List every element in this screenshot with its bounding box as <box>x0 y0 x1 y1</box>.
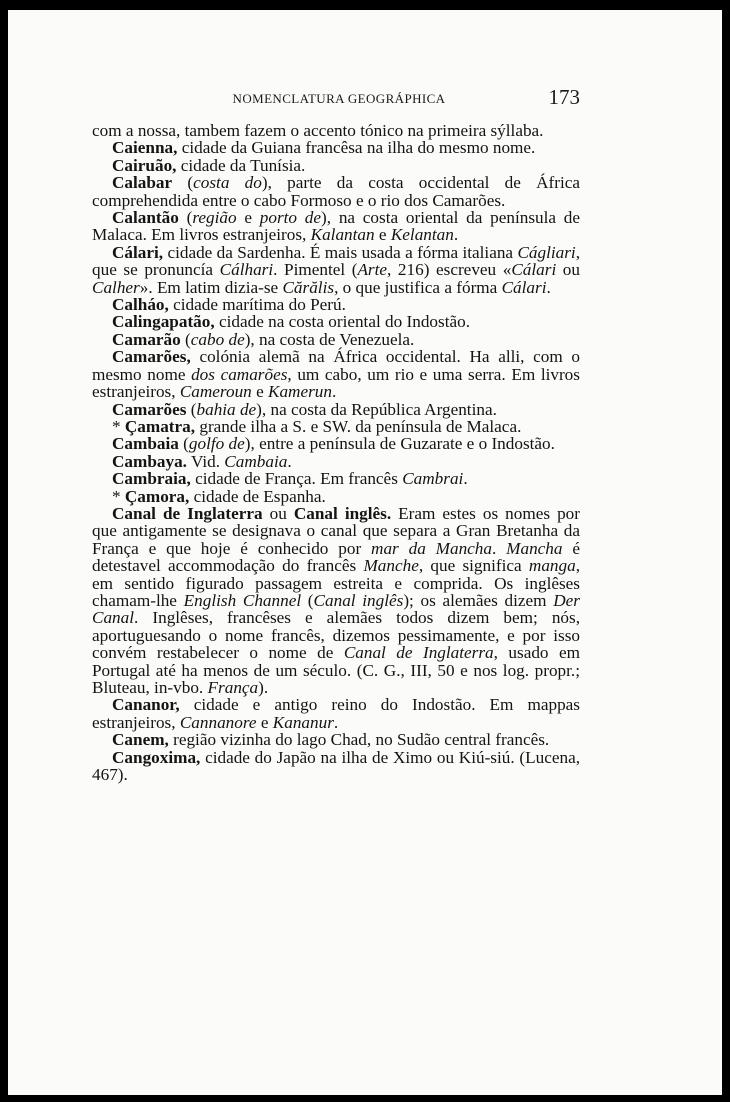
entry-text: Vid. <box>186 451 225 471</box>
entry-italic: Cărălis <box>282 277 335 297</box>
entry-text: e <box>251 382 268 402</box>
entry-italic: Canal inglês <box>313 590 404 610</box>
entry-text: e <box>236 208 260 228</box>
entry-calhao <box>92 296 580 313</box>
entry-headword: Cambaia <box>112 434 179 454</box>
entry-text: cidade da Sardenha. É mais usada a fórma italiana <box>163 242 518 262</box>
entry-headword: Calantão <box>112 208 179 228</box>
entry-text: cidade e antigo reino do Indostão. Em mappas estranjeiros, <box>92 695 580 732</box>
entry-headword: Cambaya. <box>112 451 187 471</box>
entry-italic: Canal de Inglaterra <box>343 643 494 663</box>
asterisk-mark: * <box>112 416 121 436</box>
entry-headword: Çamora, <box>124 486 190 506</box>
entry-headword: Cairuão, <box>112 155 177 175</box>
asterisk-mark: * <box>112 486 121 506</box>
entry-text: ), na costa oriental da península de Malaca. Em livros estranjeiros, <box>92 208 581 245</box>
entry-text: ), na costa da República Argentina. <box>256 399 497 419</box>
entry-cambaia: Cambaia (golfo de), entre a península de Guzarate e o Indostão. <box>112 434 555 454</box>
entry-caienna <box>92 139 580 156</box>
entry-cangoxima <box>92 749 580 784</box>
entry-text: cidade da Guiana francêsa na ilha do mesmo nome. <box>177 138 536 158</box>
entry-headword: Calháo, <box>112 295 169 315</box>
entry-cananor <box>92 696 580 731</box>
entry-headword: Camarões <box>112 399 187 419</box>
entry-camora <box>92 488 580 505</box>
entry-text: . Inglêses, francêses e alemães todos dizem bem; nós, aportuguesando o nome francês, dizemos pessimamente, e por isso convém restabelecer o nome de <box>92 608 580 663</box>
entry-headword: Canem, <box>112 730 169 750</box>
entry-text: cidade marítima do Perú. <box>168 295 346 315</box>
entry-italic: Cambaia <box>224 451 288 471</box>
entry-text: ou <box>262 503 294 523</box>
entry-cambaya <box>92 453 580 470</box>
entry-headword: Cálari, <box>112 242 164 262</box>
entry-italic: Cannanore <box>179 712 257 732</box>
entry-text: . <box>453 225 459 245</box>
running-title: NOMENCLATURA GEOGRÁPHICA <box>232 91 446 106</box>
entry-italic: França <box>207 678 259 697</box>
entry-headword: Çamatra, <box>124 416 196 436</box>
entry-text: ), entre a península de Guzarate e o Indostão. <box>244 434 555 454</box>
entries-text <box>92 122 580 783</box>
entry-text: ). <box>258 678 269 697</box>
entry-text: Eram estes os nomes por que antigamente se designava o canal que separa a Gran Bretanha da França e que hoje é conhecido por <box>92 503 580 558</box>
entry-text: cidade da Tunísia. <box>176 155 306 175</box>
entry-italic: English Channel <box>183 590 302 610</box>
entry-italic: cabo de <box>190 329 245 349</box>
entry-text: . <box>331 382 337 402</box>
entry-headword: Cananor, <box>112 695 180 715</box>
entry-camarao: Camarão (cabo de), na costa de Venezuela. <box>112 329 415 349</box>
entry-text: colónia alemã na África occidental. Ha alli, com o mesmo nome <box>92 347 580 384</box>
entry-italic: bahia de <box>196 399 257 419</box>
entry-italic: Manche <box>363 556 419 576</box>
entry-text: cidade de França. Em francês <box>190 469 403 489</box>
entry-italic: Cálari <box>501 277 547 297</box>
entry-cairuao <box>92 157 580 174</box>
entry-text: . <box>546 277 551 297</box>
page-number: 173 <box>548 85 580 109</box>
entry-headword: Camarões, <box>112 347 191 367</box>
entry-text: . <box>492 538 507 558</box>
entry-italic: porto de <box>259 208 322 228</box>
entry-headword: Caienna, <box>112 138 178 158</box>
entry-italic: Mancha <box>506 538 563 558</box>
entry-text: , um cabo, um rio e uma serra. Em livros estranjeiros, <box>92 364 580 402</box>
entry-calabar: Calabar (costa do), parte da costa occidental de África comprehendida entre o cabo Formoso e o rio dos Camarões. <box>92 173 580 210</box>
entry-text: . Pimentel ( <box>273 260 358 280</box>
entry-italic: Kamerun <box>268 382 332 402</box>
entry-italic: Kalantan <box>310 225 375 245</box>
entry-italic: Cágliari <box>517 242 576 262</box>
entry-text: cidade na costa oriental do Indostão. <box>214 312 471 332</box>
entry-text: ), na costa de Venezuela. <box>244 329 415 349</box>
entry-headword: Camarão <box>112 329 181 349</box>
entry-cambraia <box>92 470 580 487</box>
entry-canal-de-inglaterra <box>92 505 580 696</box>
entry-text: ), parte da costa occidental de África comprehendida entre o cabo Formoso e o rio dos Camarões. <box>92 173 580 210</box>
entry-text: ); os alemães dizem <box>403 590 554 610</box>
entry-text: . <box>333 712 339 732</box>
entry-italic: costa do <box>193 173 262 193</box>
entry-headword: Calabar <box>112 173 173 193</box>
entry-calari <box>92 244 580 296</box>
entry-calantao: Calantão (região e porto de), na costa oriental da península de Malaca. Em livros estranjeiros, Kalantan e Kelantan. <box>92 208 581 245</box>
entry-italic: Arte <box>357 260 388 280</box>
entry-text: cidade do Japão na ilha de Ximo ou Kiú-siú. (Lucena, 467). <box>92 747 580 785</box>
entry-headword: Cangoxima, <box>112 747 201 767</box>
entry-italic: mar da Mancha <box>371 538 492 558</box>
entry-text: , 216) escreveu « <box>387 260 512 280</box>
entry-italic: golfo de <box>188 434 245 454</box>
entry-text: com a nossa, tambem fazem o accento tónico na primeira sýllaba. <box>92 121 544 140</box>
entry-text: , usado em Portugal até ha menos de um século. (C. G., III, 50 e nos log. propr.; Bluteau, in-vbo. <box>92 643 580 697</box>
entry-calingapatao <box>92 313 580 330</box>
entry-text: ( <box>301 590 314 610</box>
entry-text: cidade de Espanha. <box>189 486 326 506</box>
entry-text: região vizinha do lago Chad, no Sudão central francês. <box>168 730 550 750</box>
entry-italic: dos camarões <box>191 364 288 384</box>
entry-text: , o que justifica a fórma <box>334 277 502 297</box>
entry-italic: Der Canal <box>92 590 580 628</box>
entry-italic: Calher <box>92 277 140 297</box>
entry-text: , que se pronuncía <box>92 242 580 280</box>
entry-text: é detestavel accommodação do francês <box>92 538 580 576</box>
entry-italic: Cameroun <box>179 382 252 402</box>
entry-italic: manga <box>528 556 576 576</box>
entry-text: e <box>374 225 391 245</box>
entry-italic: Cálhari <box>219 260 274 280</box>
entry-italic: Kananur <box>272 712 334 732</box>
entry-text: . <box>463 469 468 489</box>
entry-canem <box>92 731 580 748</box>
entry-text: . <box>287 451 292 471</box>
entry-text: , que significa <box>418 556 529 576</box>
entry-italic: região <box>192 208 237 228</box>
entry-italic: Cambrai <box>402 469 464 489</box>
entry-text: grande ilha a S. e SW. da península de Malaca. <box>195 416 522 436</box>
entry-italic: Kelantan <box>390 225 454 245</box>
entry-text: , em sentido figurado passagem estreita e comprida. Os inglêses chamam-lhe <box>92 556 581 610</box>
entry-text: ou <box>556 260 580 280</box>
entry-text: ». Em latim dizia-se <box>139 277 283 297</box>
book-page <box>8 10 722 1095</box>
entry-headword: Calingapatão, <box>112 312 215 332</box>
entry-headword: Canal inglês. <box>293 503 392 523</box>
entry-camaroes-bahia: Camarões (bahia de), na costa da República Argentina. <box>112 399 497 419</box>
entry-text: e <box>256 712 273 732</box>
entry-continuation <box>92 122 580 139</box>
entry-camaroes <box>92 348 580 400</box>
running-header <box>98 85 580 125</box>
entry-camatra <box>92 418 580 435</box>
entry-italic: Cálari <box>511 260 557 280</box>
entry-headword: Canal de Inglaterra <box>112 503 263 523</box>
entry-headword: Cambraia, <box>112 469 191 489</box>
